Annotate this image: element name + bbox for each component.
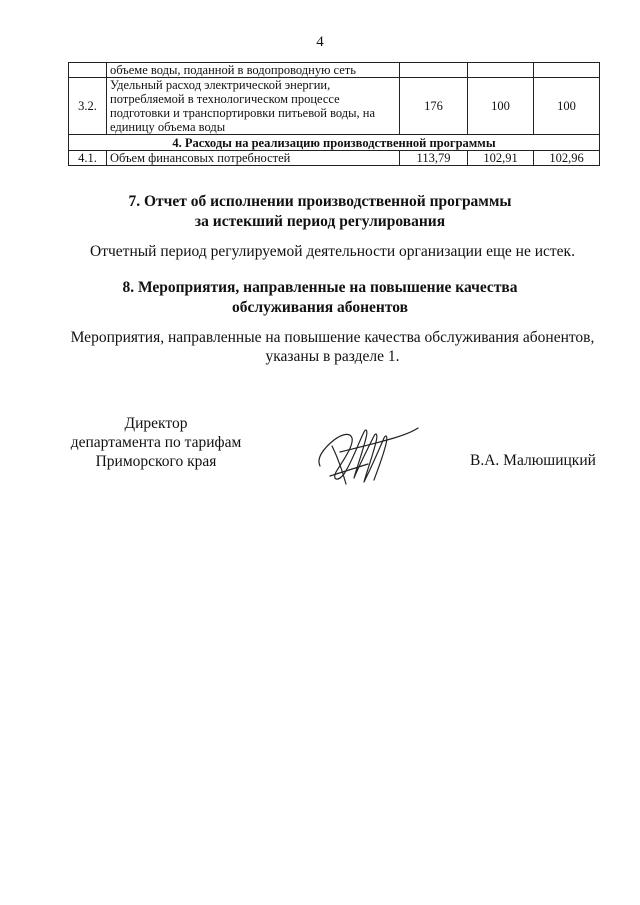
row-value-cell bbox=[400, 63, 468, 78]
data-table bbox=[68, 62, 600, 166]
table-row bbox=[69, 78, 600, 135]
section-7-heading-line1: 7. Отчет об исполнении производственной программы bbox=[128, 193, 512, 210]
section-8-heading-line2: обслуживания абонентов bbox=[232, 299, 408, 316]
table-body bbox=[69, 63, 600, 166]
row-value-cell: 100 bbox=[468, 78, 534, 135]
table-row bbox=[69, 63, 600, 78]
signatory-title-line3: Приморского края bbox=[95, 453, 217, 470]
row-value-cell bbox=[534, 63, 600, 78]
row-number-cell bbox=[69, 63, 107, 78]
signatory-name: В.А. Малюшицкий bbox=[470, 452, 596, 469]
page-number: 4 bbox=[316, 34, 324, 50]
row-description-line: Объем финансовых потребностей bbox=[110, 151, 291, 165]
row-description-cell bbox=[107, 151, 400, 166]
signatory-title-line1: Директор bbox=[124, 415, 188, 432]
section-8-text-line1: Мероприятия, направленные на повышение качества обслуживания абонентов, bbox=[70, 329, 595, 346]
row-value-cell: 102,96 bbox=[534, 151, 600, 166]
section-7-heading-line2: за истекший период регулирования bbox=[194, 213, 446, 230]
row-value-cell: 176 bbox=[400, 78, 468, 135]
row-description-line: Удельный расход электрической энергии, bbox=[110, 78, 331, 92]
section-8-heading-line1: 8. Мероприятия, направленные на повышение качества bbox=[122, 279, 518, 296]
section-8-text-line2: указаны в разделе 1. bbox=[265, 348, 400, 365]
table-section-row bbox=[69, 135, 600, 151]
section-8-heading bbox=[0, 278, 640, 318]
row-description-line: потребляемой в технологическом процессе bbox=[110, 92, 340, 106]
section-8-text bbox=[60, 328, 605, 366]
handwritten-signature bbox=[312, 418, 422, 498]
row-value-cell: 100 bbox=[534, 78, 600, 135]
table-row bbox=[69, 151, 600, 166]
row-value-cell: 102,91 bbox=[468, 151, 534, 166]
signatory-title bbox=[56, 414, 256, 471]
row-description-line: объеме воды, поданной в водопроводную сеть bbox=[110, 63, 356, 77]
row-value-cell: 113,79 bbox=[400, 151, 468, 166]
row-description-line: единицу объема воды bbox=[110, 120, 226, 134]
row-description-line: подготовки и транспортировки питьевой воды, на bbox=[110, 106, 376, 120]
section-title-cell: 4. Расходы на реализацию производственной программы bbox=[69, 135, 600, 151]
row-number-cell: 3.2. bbox=[69, 78, 107, 135]
row-number-cell: 4.1. bbox=[69, 151, 107, 166]
section-7-text: Отчетный период регулируемой деятельности организации еще не истек. bbox=[90, 243, 575, 260]
row-description-cell bbox=[107, 78, 400, 135]
section-7-heading bbox=[0, 192, 640, 232]
row-value-cell bbox=[468, 63, 534, 78]
signatory-title-line2: департамента по тарифам bbox=[70, 434, 242, 451]
row-description-cell bbox=[107, 63, 400, 78]
